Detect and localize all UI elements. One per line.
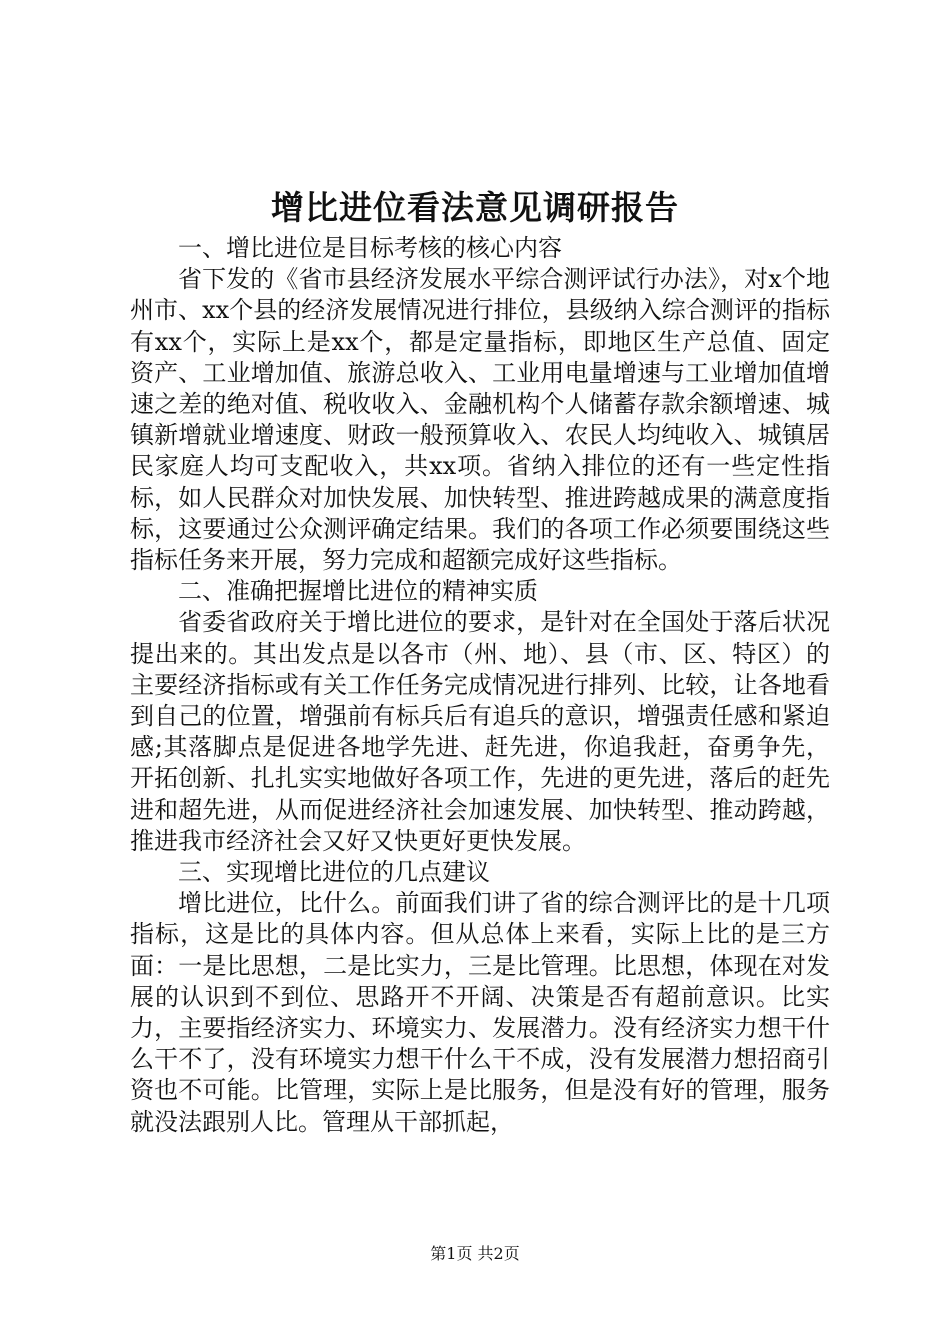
section-heading-1: 一、增比进位是目标考核的核心内容 [178, 234, 562, 262]
paragraph-3: 增比进位，比什么。前面我们讲了省的综合测评比的是十几项指标，这是比的具体内容。但从总体上来看，实际上比的是三方面：一是比思想，二是比实力，三是比管理。比思想，体现在对发展的认识到不到位、思路开不开阔、决策是否有超前意识。比实力，主要指经济实力、环境实力、发展潜力。没有经济实力想干什么干不了，没有环境实力想干什么干不成，没有发展潜力想招商引资也不可能。比管理，实际上是比服务，但是没有好的管理，服务就没法跟别人比。管理从干部抓起， [130, 889, 830, 1136]
document-title: 增比进位看法意见调研报告 [271, 188, 679, 227]
document-body [130, 233, 830, 1138]
paragraph-2: 省委省政府关于增比进位的要求，是针对在全国处于落后状况提出来的。其出发点是以各市（州、地）、县（市、区、特区）的主要经济指标或有关工作任务完成情况进行排列、比较，让各地看到自己的位置，增强前有标兵后有追兵的意识，增强责任感和紧迫感;其落脚点是促进各地学先进、赶先进，你追我赶，奋勇争先，开拓创新、扎扎实实地做好各项工作，先进的更先进，落后的赶先进和超先进，从而促进经济社会加速发展、加快转型、推动跨越，推进我市经济社会又好又快更好更快发展。 [130, 608, 830, 855]
page-footer: 第1页 共2页 [430, 1244, 520, 1263]
paragraph-1: 省下发的《省市县经济发展水平综合测评试行办法》，对x个地州市、xx个县的经济发展情况进行排位，县级纳入综合测评的指标有xx个，实际上是xx个，都是定量指标，即地区生产总值、固定资产、工业增加值、旅游总收入、工业用电量增速与工业增加值增速之差的绝对值、税收收入、金融机构个人储蓄存款余额增速、城镇新增就业增速度、财政一般预算收入、农民人均纯收入、城镇居民家庭人均可支配收入，共xx项。省纳入排位的还有一些定性指标，如人民群众对加快发展、加快转型、推进跨越成果的满意度指标，这要通过公众测评确定结果。我们的各项工作必须要围绕这些指标任务来开展，努力完成和超额完成好这些指标。 [130, 265, 830, 575]
section-heading-2: 二、准确把握增比进位的精神实质 [178, 577, 538, 606]
section-heading-3: 三、实现增比进位的几点建议 [178, 858, 490, 887]
